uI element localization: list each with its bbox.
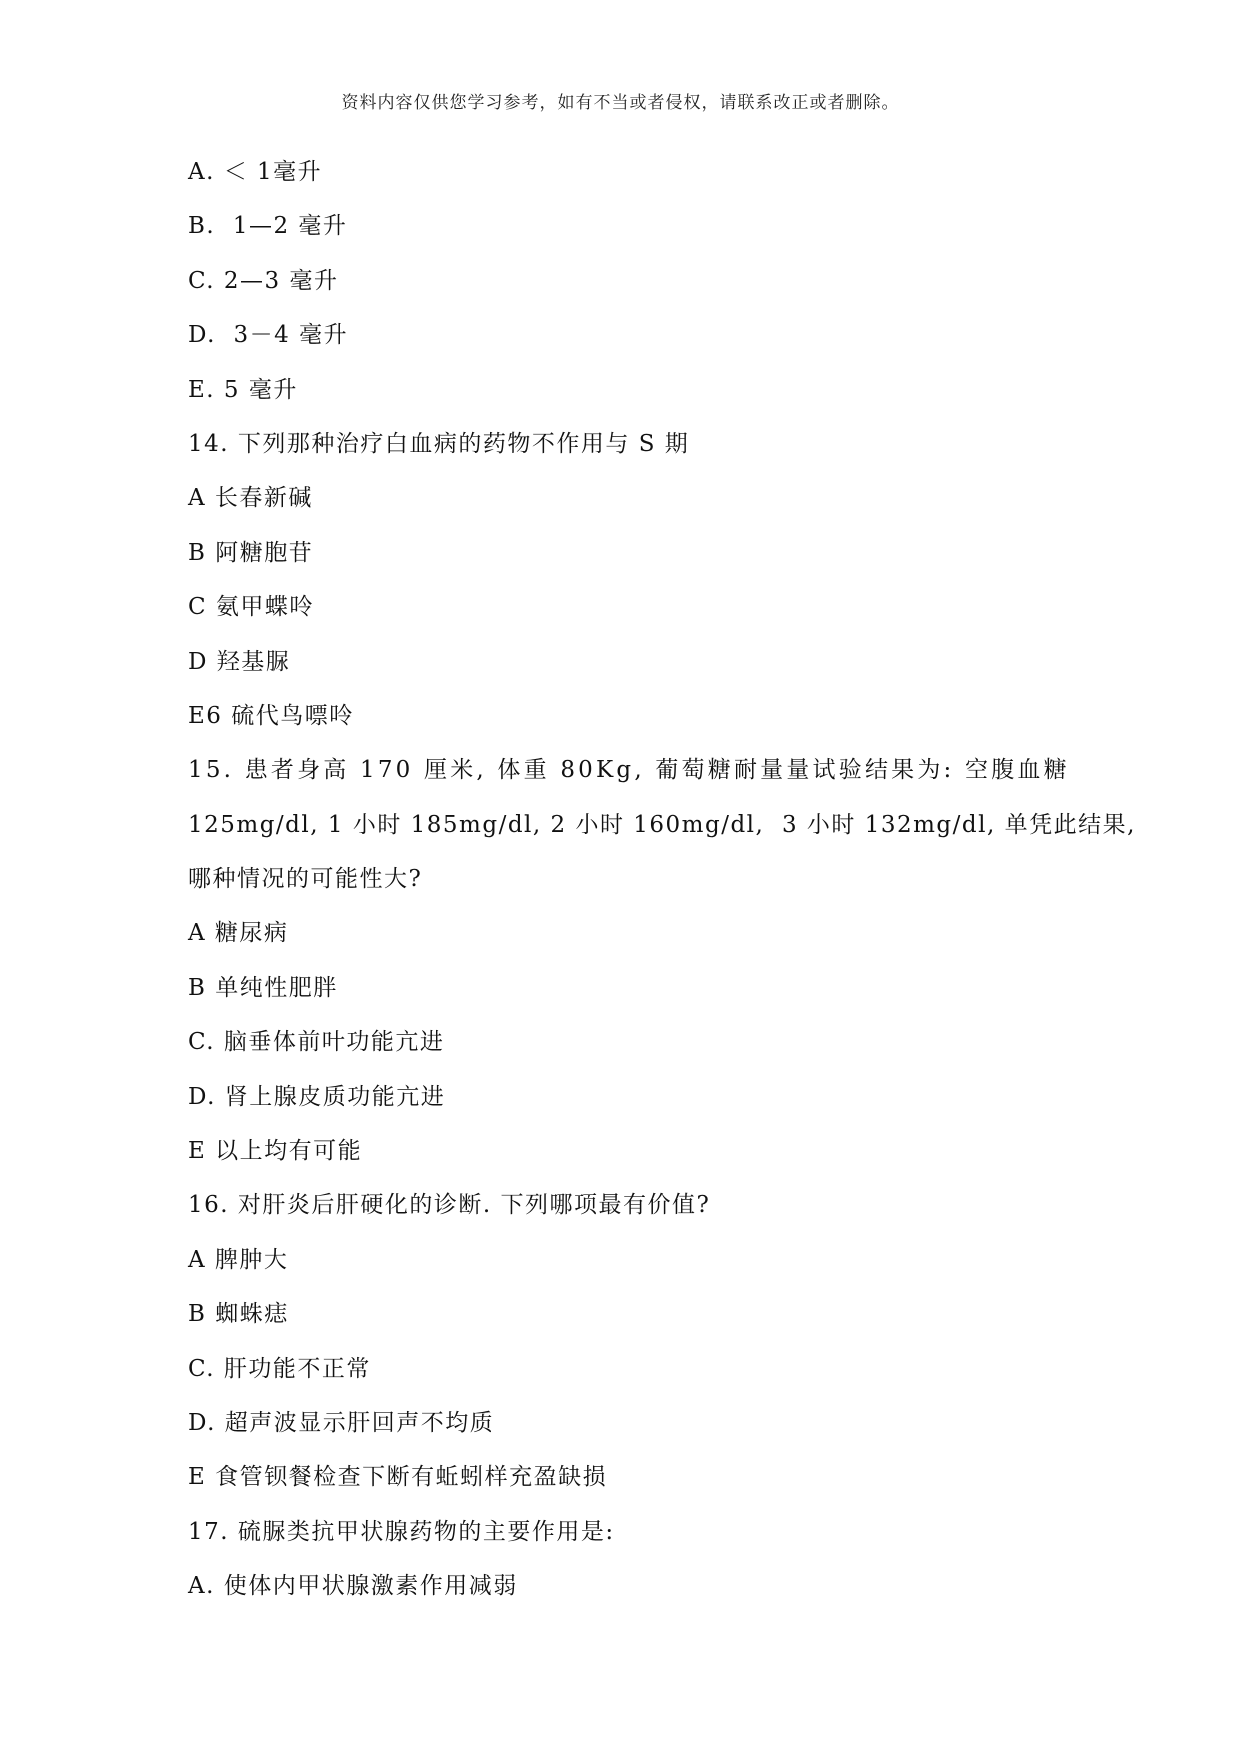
option-line: A 脾肿大 [188, 1246, 289, 1273]
question-15-continued: 125mg/dl, 1 小时 185mg/dl, 2 小时 160mg/dl, 3 小时 132mg/dl, 单凭此结果, [188, 811, 1136, 838]
question-14: 14. 下列那种治疗白血病的药物不作用与 S 期 [188, 430, 690, 457]
option-line: E 食管钡餐检查下断有蚯蚓样充盈缺损 [188, 1464, 608, 1491]
question-15: 15. 患者身高 170 厘米, 体重 80Kg, 葡萄糖耐量量试验结果为: 空腹血糖 [188, 757, 1070, 784]
page-header-disclaimer: 资料内容仅供您学习参考，如有不当或者侵权，请联系改正或者删除。 [341, 93, 900, 113]
option-line: A 长春新碱 [188, 485, 313, 512]
option-line: D. 超声波显示肝回声不均质 [188, 1409, 495, 1436]
option-line: B 阿糖胞苷 [188, 539, 314, 566]
question-text-block [188, 159, 1136, 1629]
option-line: A. ＜ 1毫升 [188, 159, 323, 185]
option-line: B 蜘蛛痣 [188, 1301, 289, 1328]
question-17: 17. 硫脲类抗甲状腺药物的主要作用是: [188, 1518, 615, 1545]
option-line: A 糖尿病 [188, 920, 289, 947]
option-line: D. 肾上腺皮质功能亢进 [188, 1083, 446, 1110]
option-line: B. 1—2 毫升 [188, 213, 348, 240]
option-line: E. 5 毫升 [188, 376, 298, 403]
question-15-continued: 哪种情况的可能性大? [188, 866, 423, 893]
option-line: C. 肝功能不正常 [188, 1355, 371, 1382]
question-16: 16. 对肝炎后肝硬化的诊断. 下列哪项最有价值? [188, 1192, 711, 1219]
option-line: E 以上均有可能 [188, 1138, 363, 1165]
option-line: C. 脑垂体前叶功能亢进 [188, 1029, 445, 1056]
option-line: C 氨甲蝶呤 [188, 594, 314, 621]
option-line: E6 硫代鸟嘌呤 [188, 702, 354, 729]
option-line: D 羟基脲 [188, 648, 291, 675]
option-line: D. 3－4 毫升 [188, 322, 349, 349]
option-line: A. 使体内甲状腺激素作用减弱 [188, 1573, 518, 1600]
option-line: C. 2—3 毫升 [188, 267, 339, 294]
option-line: B 单纯性肥胖 [188, 974, 338, 1001]
